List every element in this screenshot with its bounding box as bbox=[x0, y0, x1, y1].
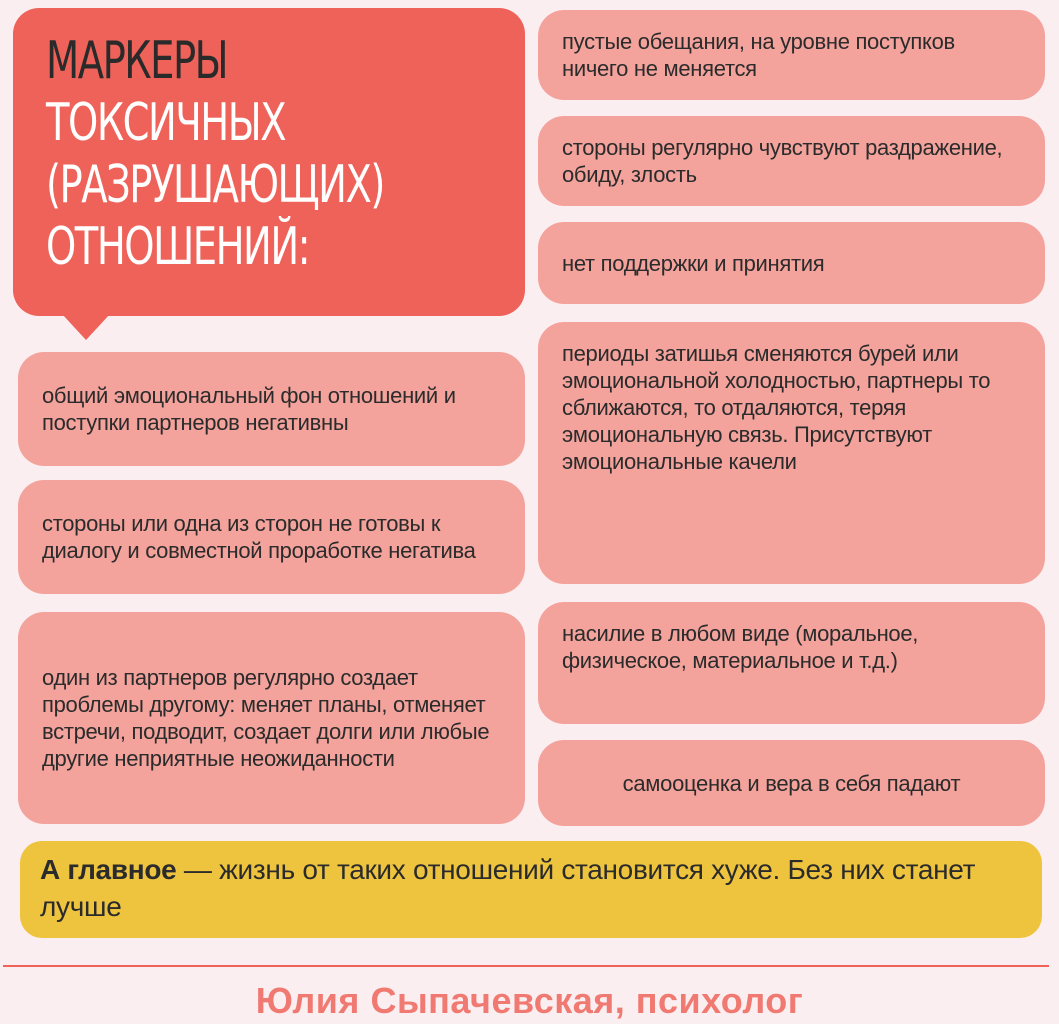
marker-card-emotional-swings bbox=[538, 322, 1045, 584]
marker-text: периоды затишья сменяются бурей или эмоциональной холодностью, партнеры то сближаются, то отдаляются, теряя эмоциональную связь. Присутствуют эмоциональные качели bbox=[562, 341, 991, 474]
title-line-1: МАРКЕРЫ bbox=[46, 31, 228, 91]
marker-card-creates-problems bbox=[18, 612, 525, 824]
author-signature: Юлия Сыпачевская, психолог bbox=[255, 980, 804, 1021]
marker-card-no-dialogue bbox=[18, 480, 525, 594]
main-point-rest: — жизнь от таких отношений становится хуже. Без них станет лучше bbox=[40, 854, 976, 922]
title-bubble-tail bbox=[62, 314, 110, 340]
marker-text: самооценка и вера в себя падают bbox=[622, 770, 961, 796]
title-bubble bbox=[13, 8, 525, 316]
marker-text: общий эмоциональный фон отношений и поступки партнеров негативны bbox=[42, 383, 456, 435]
main-point-text bbox=[40, 851, 1024, 925]
title-line-4: ОТНОШЕНИЙ: bbox=[46, 217, 310, 277]
marker-card-irritation bbox=[538, 116, 1045, 206]
title-line-2: ТОКСИЧНЫХ bbox=[46, 93, 286, 153]
marker-card-self-esteem bbox=[538, 740, 1045, 826]
marker-card-violence bbox=[538, 602, 1045, 724]
marker-text: нет поддержки и принятия bbox=[562, 250, 825, 276]
marker-card-negative-background bbox=[18, 352, 525, 466]
main-point-box bbox=[20, 841, 1042, 938]
marker-card-no-support bbox=[538, 222, 1045, 304]
marker-text: насилие в любом виде (моральное, физическое, материальное и т.д.) bbox=[562, 621, 919, 673]
page-title bbox=[46, 30, 384, 278]
marker-text: стороны или одна из сторон не готовы к диалогу и совместной проработке негатива bbox=[42, 511, 476, 563]
marker-text: один из партнеров регулярно создает проблемы другому: меняет планы, отменяет встречи, подводит, создает долги или любые другие неприятные неожиданности bbox=[42, 665, 490, 771]
marker-text: стороны регулярно чувствуют раздражение, обиду, злость bbox=[562, 135, 1003, 187]
marker-text: пустые обещания, на уровне поступков ничего не меняется bbox=[562, 29, 955, 81]
footer-divider bbox=[3, 965, 1049, 967]
title-line-3: (РАЗРУШАЮЩИХ) bbox=[46, 155, 384, 215]
marker-card-empty-promises bbox=[538, 10, 1045, 100]
main-point-bold: А главное bbox=[40, 854, 177, 885]
